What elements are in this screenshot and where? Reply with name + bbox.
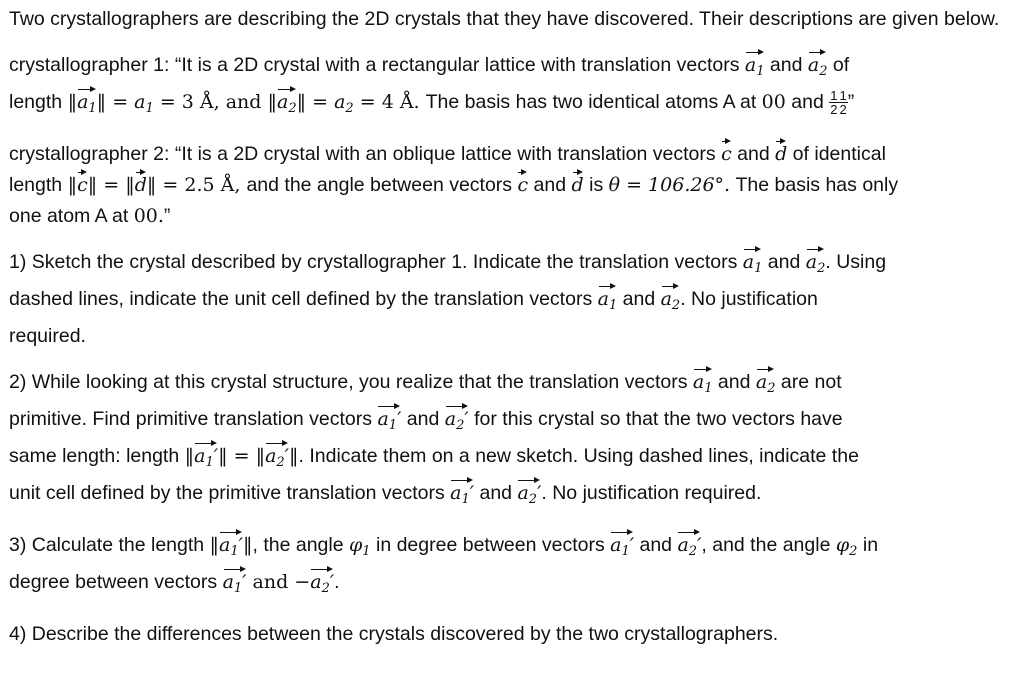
norm-d: ‖d‖ (125, 174, 156, 196)
theta-value: θ = 106.26°. (608, 174, 731, 196)
q3-text: , the angle (252, 534, 349, 556)
norm-a1-prime: $‖a_1'‖$ (185, 445, 228, 467)
q3-text: , and the angle (701, 534, 836, 556)
vector-a2-prime: $a_2'$ (517, 478, 541, 515)
q1-text: dashed lines, indicate the unit cell defined by the translation vectors (9, 288, 598, 310)
c1-text: “It is a 2D crystal with a rectangular lattice with translation vectors (174, 54, 745, 76)
q2-text: unit cell defined by the primitive translation vectors (9, 482, 451, 504)
position-00: 00 (761, 91, 786, 113)
q1-text: and (762, 251, 806, 273)
vector-d: d (572, 170, 584, 201)
fraction-half: $\frac{1}{2}$ (839, 88, 847, 117)
vector-a2-prime: $a_2'$ (310, 567, 334, 604)
position-00: 00. (133, 205, 164, 227)
eq-a2: = $a_2$ (306, 91, 354, 116)
crystallographer-1-description (9, 50, 1019, 124)
c1-text: of (827, 54, 850, 76)
q1-text: required. (9, 325, 86, 347)
q4-text: 4) Describe the differences between the crystals discovered by the two crystallographers. (9, 623, 779, 645)
q2-text: are not (775, 371, 842, 393)
c1-text: and (764, 54, 808, 76)
c1-text: The basis has two identical atoms A at (425, 91, 762, 113)
q2-text: same length: length (9, 445, 185, 467)
eq-a1: = $a_1$ (106, 91, 154, 116)
cd-length-value: = 2.5 Å, (156, 174, 247, 196)
q1-text: . No justification (680, 288, 818, 310)
vector-a2-prime: $a_2'$ (677, 530, 701, 567)
q2-text: and (401, 408, 445, 430)
norm-a1-prime: $‖a_1'‖$ (210, 534, 253, 556)
q2-text: . Indicate them on a new sketch. Using dashed lines, indicate the (298, 445, 859, 467)
vector-a1-prime: $a_1'$ (377, 404, 401, 441)
c2-text: length (9, 174, 68, 196)
vector-a1: $a_1$ (598, 284, 618, 321)
q1-text: . Using (825, 251, 887, 273)
q3-text: and (634, 534, 678, 556)
q1-text: and (617, 288, 661, 310)
q2-text: 2) While looking at this crystal structure, you realize that the translation vectors (9, 371, 693, 393)
question-1 (9, 247, 1019, 352)
vector-c: c (721, 139, 732, 170)
norm-a2-prime: $‖a_2'‖$ (256, 445, 299, 467)
q3-text: . (334, 571, 340, 593)
a2-value: = 4 Å. (353, 91, 426, 113)
c2-text: one atom A at (9, 205, 134, 227)
c2-text: of identical (787, 143, 886, 165)
q1-text: 1) Sketch the crystal described by crystallographer 1. Indicate the translation vectors (9, 251, 743, 273)
phi-1: $\varphi_1$ (348, 534, 371, 559)
question-3 (9, 530, 1019, 604)
c1-text: length (9, 91, 68, 113)
vector-a1: $a_1$ (693, 367, 713, 404)
q2-text: . No justification required. (541, 482, 762, 504)
q2-text: and (474, 482, 518, 504)
c1-text: and (785, 91, 830, 113)
norm-a1: $‖a_1‖$ (68, 91, 107, 113)
c2-text: and (528, 174, 572, 196)
fraction-half: $\frac{1}{2}$ (830, 88, 838, 117)
q2-text: and (712, 371, 756, 393)
vector-a1-prime: $a_1'$ (450, 478, 474, 515)
vector-a2: $a_2$ (808, 50, 828, 87)
norm-c: ‖c‖ (68, 174, 98, 196)
phi-2: $\varphi_2$ (835, 534, 858, 559)
c2-text: and the angle between vectors (246, 174, 518, 196)
problem-document (9, 4, 1019, 650)
crystallographer-2-description (9, 139, 1019, 232)
vector-a1-prime: $a_1'$ (610, 530, 634, 567)
q3-text: and − (246, 571, 311, 593)
intro-text: Two crystallographers are describing the 2D crystals that they have discovered. Their descriptions are given below. (9, 8, 1000, 30)
vector-a1: $a_1$ (743, 247, 763, 284)
q3-text: degree between vectors (9, 571, 223, 593)
a1-value: = 3 Å, and (153, 91, 268, 113)
question-2 (9, 367, 1019, 515)
vector-d: d (775, 139, 787, 170)
vector-a1: $a_1$ (745, 50, 765, 87)
norm-a2: $‖a_2‖$ (267, 91, 306, 113)
q2-text: for this crystal so that the two vectors have (468, 408, 843, 430)
equals: = (227, 445, 256, 467)
equals: = (97, 174, 126, 196)
q2-text: primitive. Find primitive translation vectors (9, 408, 378, 430)
vector-a2: $a_2$ (756, 367, 776, 404)
c1-text: ” (847, 91, 855, 113)
vector-a2-prime: $a_2'$ (445, 404, 469, 441)
c2-label: crystallographer 2: (9, 143, 175, 165)
question-4 (9, 619, 1019, 650)
c1-label: crystallographer 1: (9, 54, 175, 76)
vector-a2: $a_2$ (661, 284, 681, 321)
c2-text: and (731, 143, 776, 165)
vector-a2: $a_2$ (806, 247, 826, 284)
intro-paragraph (9, 4, 1019, 35)
c2-text: is (583, 174, 609, 196)
c2-text: The basis has only (730, 174, 899, 196)
vector-c: c (517, 170, 528, 201)
c2-text: ” (163, 205, 171, 227)
vector-a1-prime: $a_1'$ (223, 567, 247, 604)
q3-text: in degree between vectors (370, 534, 611, 556)
q3-text: in (857, 534, 879, 556)
q3-text: 3) Calculate the length (9, 534, 210, 556)
c2-text: “It is a 2D crystal with an oblique lattice with translation vectors (174, 143, 722, 165)
